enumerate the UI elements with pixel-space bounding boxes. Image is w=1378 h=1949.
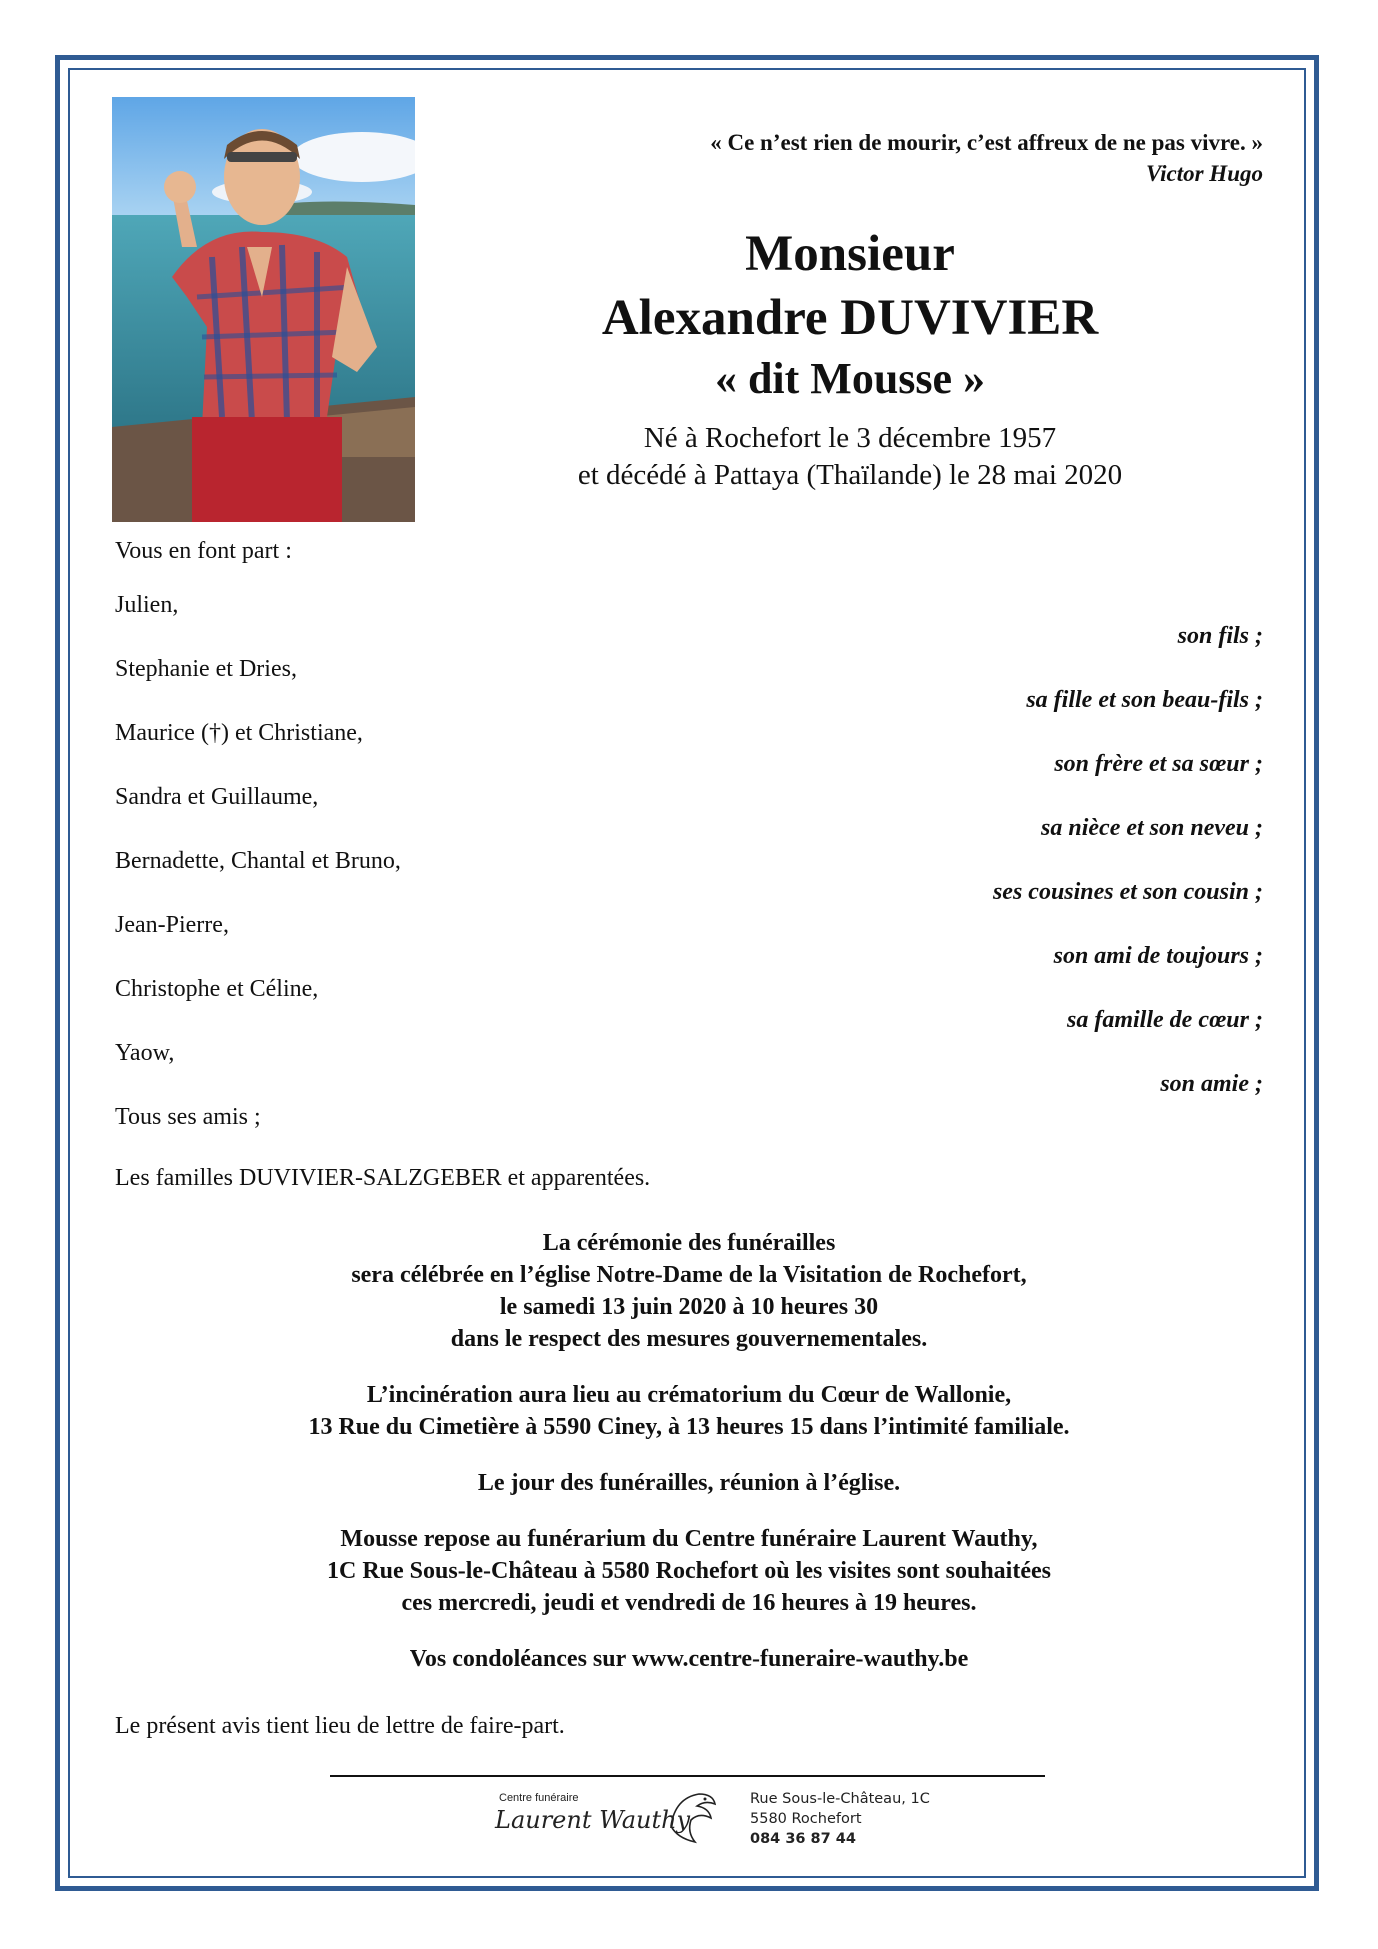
condolences-paragraph: Vos condoléances sur www.centre-funeraire-wauthy.be xyxy=(409,1646,969,1672)
cremation-line: L’incinération aura lieu au crématorium du Cœur de Wallonie, xyxy=(366,1382,1012,1408)
ceremony-line: La cérémonie des funérailles xyxy=(542,1230,836,1256)
family-relation: sa nièce et son neveu ; xyxy=(1041,815,1263,841)
friends-line: Tous ses amis ; xyxy=(115,1104,261,1130)
family-relation: son amie ; xyxy=(1160,1071,1263,1097)
cremation-paragraph xyxy=(120,1379,1258,1443)
quote-author: Victor Hugo xyxy=(1146,161,1263,186)
honorific: Monsieur xyxy=(745,226,955,282)
announce-line: Vous en font part : xyxy=(115,538,292,564)
family-relation: sa famille de cœur ; xyxy=(1067,1007,1263,1033)
ceremony-line: le samedi 13 juin 2020 à 10 heures 30 xyxy=(499,1294,879,1320)
portrait-photo xyxy=(112,97,415,522)
family-name: Sandra et Guillaume, xyxy=(115,784,319,810)
ceremony-line: dans le respect des mesures gouvernementales. xyxy=(450,1326,928,1352)
family-relation: son ami de toujours ; xyxy=(1053,943,1263,969)
family-name: Julien, xyxy=(115,592,179,618)
family-entry xyxy=(115,976,1263,1040)
family-relation: son frère et sa sœur ; xyxy=(1054,751,1263,777)
family-list xyxy=(115,592,1263,1168)
family-entry xyxy=(115,848,1263,912)
ceremony-details xyxy=(120,1227,1258,1699)
visitation-line: Mousse repose au funérarium du Centre funéraire Laurent Wauthy, xyxy=(340,1526,1038,1552)
cremation-line: 13 Rue du Cimetière à 5590 Ciney, à 13 heures 15 dans l’intimité familiale. xyxy=(308,1414,1070,1440)
family-name: Jean-Pierre, xyxy=(115,912,229,938)
deceased-header xyxy=(520,222,1180,494)
visitation-line: 1C Rue Sous-le-Château à 5580 Rochefort où les visites sont souhaitées xyxy=(327,1558,1051,1584)
bird-icon xyxy=(665,1786,721,1846)
family-name: Maurice (†) et Christiane, xyxy=(115,720,363,746)
family-relation: ses cousines et son cousin ; xyxy=(992,879,1263,905)
logo-small-text: Centre funéraire xyxy=(499,1792,579,1804)
meeting-paragraph: Le jour des funérailles, réunion à l’église. xyxy=(477,1470,901,1496)
families-line: Les familles DUVIVIER-SALZGEBER et apparentées. xyxy=(115,1165,651,1191)
closing-line: Le présent avis tient lieu de lettre de faire-part. xyxy=(115,1713,565,1739)
family-entry xyxy=(115,784,1263,848)
deceased-name: Alexandre DUVIVIER xyxy=(601,290,1099,346)
family-name: Christophe et Céline, xyxy=(115,976,319,1002)
family-name: Stephanie et Dries, xyxy=(115,656,297,682)
family-entry xyxy=(115,1104,1263,1168)
contact-phone: 084 36 87 44 xyxy=(750,1831,856,1847)
family-entry xyxy=(115,656,1263,720)
family-relation: son fils ; xyxy=(1177,623,1263,649)
ceremony-line: sera célébrée en l’église Notre-Dame de la Visitation de Rochefort, xyxy=(351,1262,1027,1288)
family-entry xyxy=(115,592,1263,656)
birth-line: Né à Rochefort le 3 décembre 1957 xyxy=(643,422,1057,454)
contact-city: 5580 Rochefort xyxy=(750,1811,862,1827)
life-dates xyxy=(520,420,1180,494)
family-entry xyxy=(115,912,1263,976)
nickname: « dit Mousse » xyxy=(714,354,986,403)
funeral-home-contact xyxy=(750,1789,930,1849)
ceremony-paragraph xyxy=(120,1227,1258,1355)
family-relation: sa fille et son beau-fils ; xyxy=(1026,687,1263,713)
quote-text: « Ce n’est rien de mourir, c’est affreux de ne pas vivre. » xyxy=(710,130,1263,155)
funeral-home-logo xyxy=(495,1786,725,1846)
footer-divider xyxy=(330,1775,1045,1777)
family-name: Yaow, xyxy=(115,1040,175,1066)
family-entry xyxy=(115,1040,1263,1104)
logo-script-text: Laurent Wauthy xyxy=(495,1806,691,1834)
family-entry xyxy=(115,720,1263,784)
death-line: et décédé à Pattaya (Thaïlande) le 28 mai 2020 xyxy=(577,459,1123,491)
visitation-line: ces mercredi, jeudi et vendredi de 16 heures à 19 heures. xyxy=(401,1590,977,1616)
family-name: Bernadette, Chantal et Bruno, xyxy=(115,848,401,874)
visitation-paragraph xyxy=(120,1523,1258,1619)
epigraph xyxy=(710,127,1263,189)
contact-address: Rue Sous-le-Château, 1C xyxy=(750,1791,930,1807)
